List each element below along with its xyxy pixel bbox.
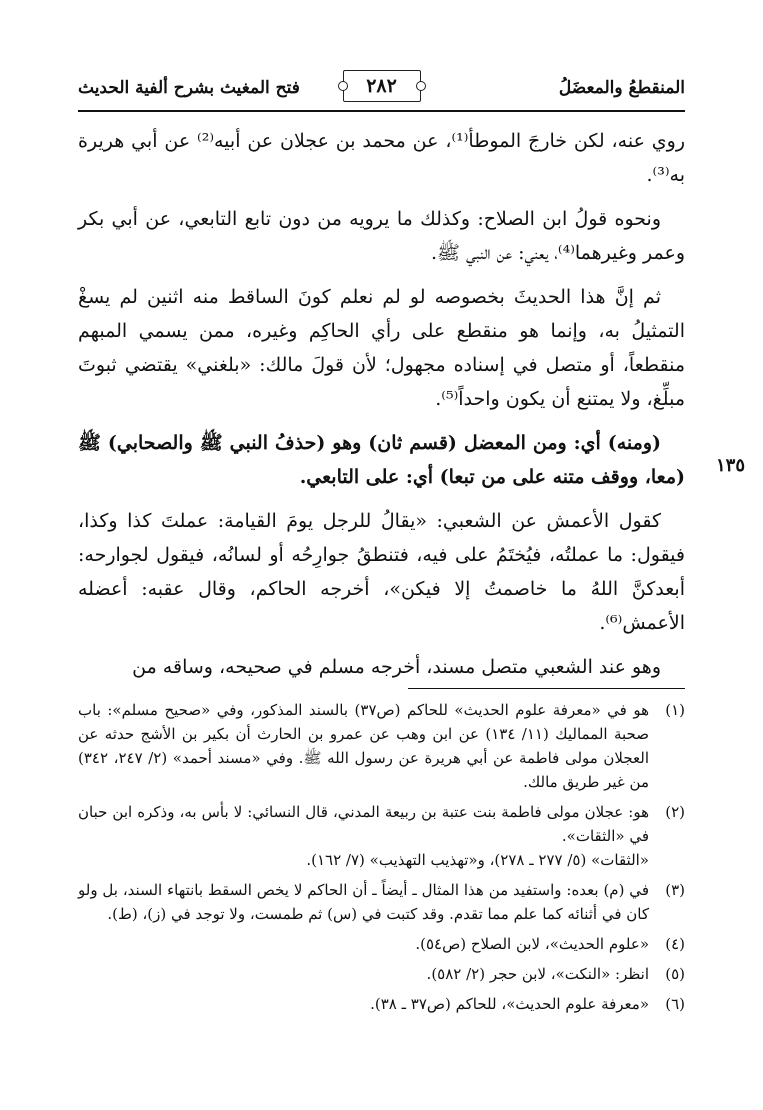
paragraph: كقول الأعمش عن الشعبي: «يقالُ للرجل يومَ القيامة: عملتَ كذا وكذا، فيقول: ما عملتُه، فيُختَمُ على فيه، فتنطقُ جوارِحُه أو لسانُه، فيقول لجوارحه: أبعدكنَّ اللهُ ما خاصمتُ إلا فيكن»، أخرجه الحاكم، وقال عقبه: أعضله الأعمش⁽⁶⁾.	[78, 510, 685, 634]
paragraph: (ومنه) أي: ومن المعضل (قسم ثان) وهو (حذفُ النبي ﷺ والصحابي) ﷺ (معا، ووقف متنه على من تبعا) أي: على التابعي.	[78, 432, 685, 488]
footnote	[78, 932, 685, 956]
footnote-text: هو: عجلان مولى فاطمة بنت عتبة بن ربيعة المدني، قال النسائي: لا بأس به، وذكره ابن حبان في «الثقات».	[78, 803, 649, 845]
running-header	[78, 70, 685, 110]
paragraph: ثم إنَّ هذا الحديثَ بخصوصه لو لم نعلم كونَ الساقط منه اثنين لم يسغْ التمثيلُ به، وإنما هو منقطع على رأي الحاكِم وغيره، ممن يسمي المبهم منقطعاً، أو متصل في إسناده مجهول؛ لأن قولَ مالك: «بلغني» يقتضي ثبوتَ مبلِّغ، ولا يمتنع أن يكون واحداً⁽⁵⁾.	[78, 286, 685, 410]
page-number: ٢٨٢	[343, 70, 421, 102]
footnote	[78, 992, 685, 1016]
footnote-number: (١)	[665, 701, 685, 719]
footnote-text: «علوم الحديث»، لابن الصلاح (ص٥٤).	[415, 935, 649, 953]
footnote-number: (٢)	[665, 803, 685, 821]
footnote-text: هو في «معرفة علوم الحديث» للحاكم (ص٣٧) بالسند المذكور، وفي «صحيح مسلم»: باب صحبة المماليك (١١/ ١٣٤) عن ابن وهب عن عمرو بن الحارث أن بكير بن الأشج حدثه عن العجلان مولى فاطمة عن أبي هريرة عن رسول الله ﷺ. وفي «مسند أحمد» (٢/ ٢٤٧، ٣٤٢) من غير طريق مالك.	[78, 701, 650, 791]
header-rule	[78, 110, 685, 112]
footnote	[78, 698, 685, 794]
footnotes	[78, 698, 685, 1022]
footnote-text: انظر: «النكت»، لابن حجر (٢/ ٥٨٢).	[426, 965, 649, 983]
footnote	[78, 962, 685, 986]
footnote	[78, 878, 685, 926]
footnote-separator	[408, 688, 685, 689]
paragraph: ونحوه قولُ ابن الصلاح: وكذلك ما يرويه من دون تابع التابعي، عن أبي بكر وعمر وغيرهما⁽⁴⁾، يعني: عن النبي ﷺ.	[78, 208, 685, 264]
footnote-number: (٦)	[665, 995, 685, 1013]
paragraph: روي عنه، لكن خارجَ الموطأ⁽¹⁾، عن محمد بن عجلان عن أبيه⁽²⁾ عن أبي هريرة به⁽³⁾.	[78, 130, 685, 186]
footnote-number: (٥)	[665, 965, 685, 983]
chapter-title: المنقطعُ والمعضَلُ	[558, 78, 685, 98]
margin-verse-number: ١٣٥	[715, 455, 745, 476]
footnote-number: (٤)	[665, 935, 685, 953]
footnote-text: «الثقات» (٥/ ٢٧٧ ـ ٢٧٨)، و«تهذيب التهذيب» (٧/ ١٦٢).	[306, 851, 649, 869]
footnote-number: (٣)	[665, 881, 685, 899]
footnote	[78, 800, 685, 872]
footnote-text: «معرفة علوم الحديث»، للحاكم (ص٣٧ ـ ٣٨).	[370, 995, 649, 1013]
paragraph: وهو عند الشعبي متصل مسند، أخرجه مسلم في صحيحه، وساقه من	[132, 656, 661, 678]
footnote-text: في (م) بعده: واستفيد من هذا المثال ـ أيضاً ـ أن الحاكم لا يخص السقط بانتهاء السند، بل ولو كان في أثنائه كما علم مما تقدم. وقد كتبت في (س) ثم طمست، ولا توجد في (ز)، (ط).	[78, 881, 649, 923]
book-title: فتح المغيث بشرح ألفية الحديث	[78, 78, 300, 98]
main-text	[78, 124, 685, 694]
